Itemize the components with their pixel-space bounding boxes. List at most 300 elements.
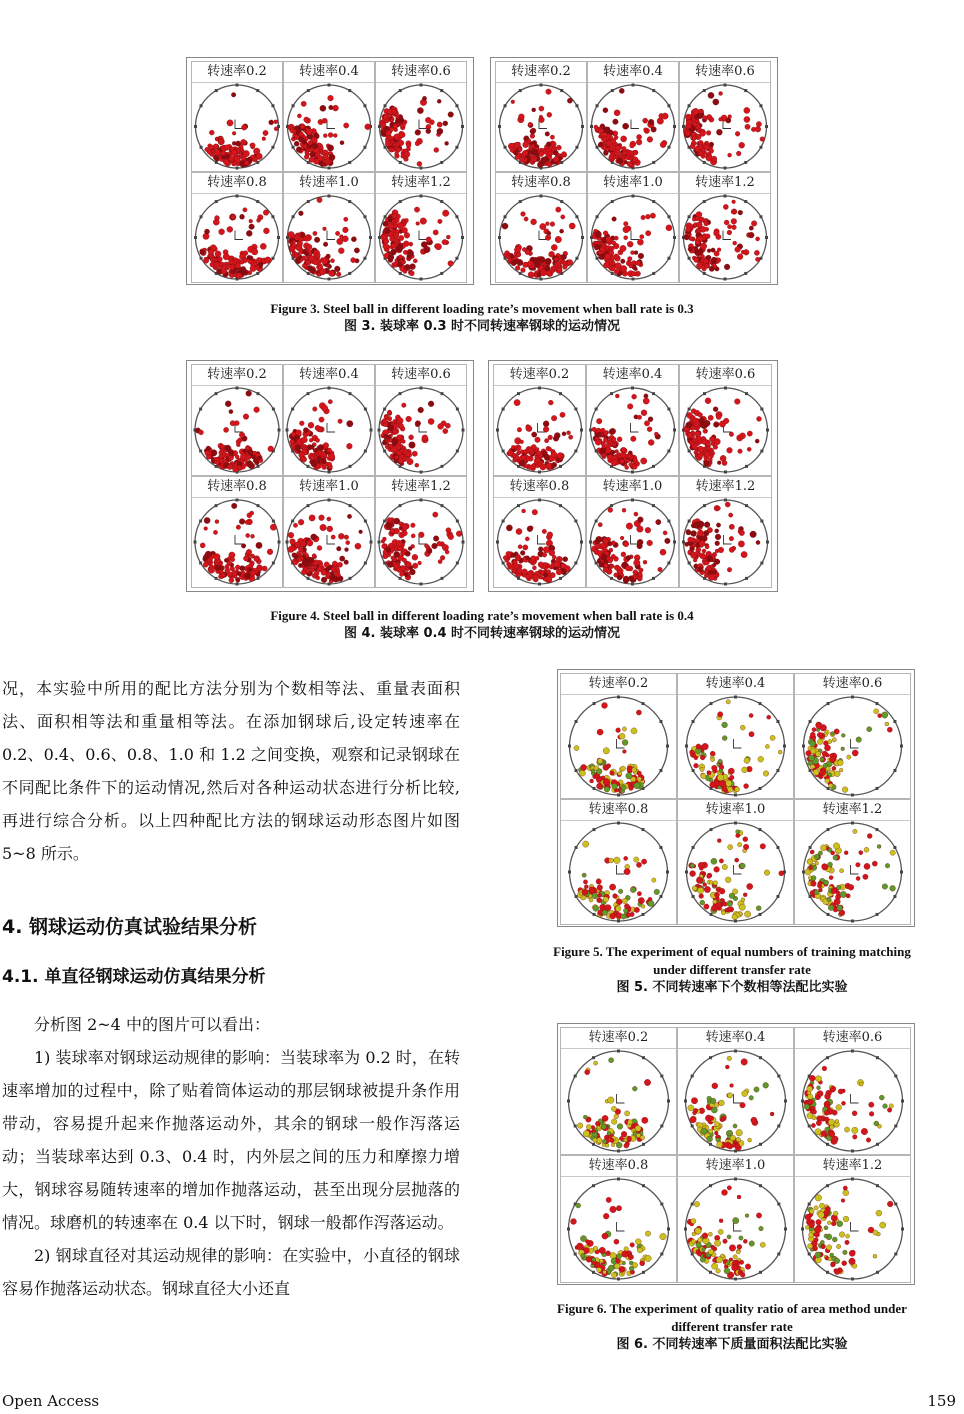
steel-ball [539, 151, 544, 156]
steel-ball [721, 1116, 726, 1121]
steel-ball [883, 1104, 888, 1109]
steel-ball [546, 142, 551, 147]
steel-ball [609, 429, 615, 435]
lifter-bar [900, 871, 903, 874]
steel-ball [687, 124, 692, 129]
steel-ball [445, 423, 450, 428]
steel-ball [203, 562, 208, 567]
steel-ball [698, 567, 703, 572]
lifter-bar [593, 787, 596, 790]
steel-ball [335, 231, 339, 235]
steel-ball [743, 1239, 747, 1243]
lifter-bar [760, 520, 763, 523]
steel-ball [401, 440, 405, 444]
lifter-bar [724, 583, 727, 586]
sim-cell [794, 799, 911, 925]
lifter-bar [581, 236, 584, 239]
steel-ball [745, 1214, 749, 1218]
steel-ball [835, 1119, 839, 1123]
steel-ball [839, 1232, 845, 1238]
lifter-bar [851, 822, 854, 825]
steel-ball [721, 911, 725, 915]
steel-ball [749, 1096, 754, 1101]
steel-ball [606, 448, 612, 454]
steel-ball [694, 421, 700, 427]
steel-ball [396, 540, 402, 546]
steel-ball [742, 1091, 748, 1097]
steel-ball [232, 141, 236, 145]
steel-ball [549, 550, 555, 556]
steel-ball [874, 709, 879, 714]
steel-ball [614, 1114, 619, 1119]
lifter-bar [808, 1203, 811, 1206]
steel-ball [224, 145, 230, 151]
lifter-bar [667, 1100, 670, 1103]
steel-ball [845, 1240, 850, 1245]
steel-ball [514, 399, 520, 405]
steel-ball [313, 565, 317, 569]
steel-ball [885, 722, 889, 726]
sim-cell [493, 476, 586, 588]
lifter-bar [759, 702, 762, 705]
mill-drum [570, 697, 668, 795]
steel-ball [344, 560, 349, 565]
steel-ball [432, 543, 438, 549]
steel-ball [595, 539, 599, 543]
lifter-bar [876, 1184, 879, 1187]
steel-ball [319, 515, 325, 521]
steel-ball [728, 768, 734, 774]
steel-ball [274, 127, 278, 131]
steel-ball [712, 563, 716, 567]
steel-ball [553, 436, 559, 442]
steel-ball [204, 517, 210, 523]
lifter-bar [901, 1228, 904, 1231]
lifter-bar [642, 1184, 645, 1187]
steel-ball [611, 262, 615, 266]
lifter-bar [307, 465, 310, 468]
steel-ball [537, 273, 541, 277]
lifter-bar [827, 828, 830, 831]
lifter-bar [673, 429, 676, 432]
steel-ball [227, 120, 233, 126]
steel-ball [214, 258, 218, 262]
lifter-bar [363, 104, 366, 107]
steel-ball [618, 771, 622, 775]
steel-ball [604, 253, 610, 259]
lifter-bar [688, 215, 691, 218]
lifter-bar [876, 913, 879, 916]
sim-cell [677, 1027, 794, 1155]
steel-ball [303, 561, 309, 567]
steel-ball [662, 113, 668, 119]
steel-ball [867, 727, 872, 732]
steel-ball [428, 418, 434, 424]
steel-ball [718, 712, 723, 717]
steel-ball [846, 1234, 850, 1238]
steel-ball [597, 885, 603, 891]
lifter-bar [667, 562, 670, 565]
steel-ball [582, 873, 586, 877]
lifter-bar [383, 408, 386, 411]
steel-ball [442, 239, 447, 244]
lifter-bar [574, 520, 577, 523]
drum-snapshot [284, 497, 374, 587]
steel-ball [603, 1213, 609, 1219]
steel-ball [215, 520, 219, 524]
steel-ball [723, 1239, 728, 1244]
drum-snapshot [795, 694, 910, 798]
steel-ball [736, 151, 741, 156]
steel-ball [652, 878, 656, 882]
steel-ball [705, 545, 709, 549]
steel-ball [725, 1065, 729, 1069]
steel-ball [778, 750, 782, 754]
steel-ball [739, 904, 745, 910]
lifter-bar [759, 146, 762, 149]
steel-ball [502, 223, 508, 229]
sim-cell [493, 364, 586, 476]
figure-4-left-panel [186, 360, 474, 592]
steel-ball [707, 249, 711, 253]
drum-snapshot [678, 1176, 793, 1282]
steel-ball [382, 441, 387, 446]
steel-ball [235, 565, 240, 570]
lifter-bar [307, 504, 310, 507]
steel-ball [297, 114, 301, 118]
steel-ball [624, 904, 629, 909]
lifter-bar [575, 215, 578, 218]
steel-ball [585, 1240, 589, 1244]
steel-ball [384, 119, 388, 123]
steel-ball [610, 913, 616, 919]
steel-ball [699, 151, 704, 156]
lifter-bar [504, 104, 507, 107]
steel-ball [511, 260, 517, 266]
steel-ball [240, 453, 247, 460]
steel-ball [397, 451, 402, 456]
figure-6-caption-en-line2: different transfer rate [671, 1319, 793, 1334]
steel-ball [732, 1265, 738, 1271]
steel-ball [634, 857, 639, 862]
steel-ball [601, 1124, 606, 1129]
steel-ball [813, 769, 819, 775]
lifter-bar [851, 794, 854, 797]
steel-ball [840, 891, 846, 897]
steel-ball [837, 905, 843, 911]
steel-ball [647, 540, 653, 546]
lifter-bar [574, 1125, 577, 1128]
steel-ball [257, 456, 261, 460]
steel-ball [411, 523, 416, 528]
steel-ball [219, 229, 225, 235]
lifter-bar [710, 828, 713, 831]
lifter-bar [703, 161, 706, 164]
rotation-rate-label: 转速率0.2 [192, 62, 282, 83]
steel-ball [395, 119, 401, 125]
steel-ball [749, 1241, 755, 1247]
lifter-bar [632, 195, 635, 198]
steel-ball [599, 255, 604, 260]
steel-ball [230, 421, 235, 426]
sim-cell [375, 61, 467, 172]
steel-ball [407, 458, 413, 464]
steel-ball [412, 563, 418, 569]
steel-ball [756, 121, 761, 126]
steel-ball [344, 217, 348, 221]
steel-ball [396, 115, 400, 119]
steel-ball [359, 530, 363, 534]
steel-ball [728, 1144, 733, 1149]
steel-ball [531, 219, 537, 225]
steel-ball [561, 152, 566, 157]
lifter-bar [776, 895, 779, 898]
lifter-bar [399, 272, 402, 275]
sim-cell [375, 476, 467, 588]
steel-ball [438, 560, 442, 564]
steel-ball [516, 554, 520, 558]
steel-ball [560, 412, 565, 417]
steel-ball [628, 1254, 633, 1259]
steel-ball [742, 767, 748, 773]
drum-snapshot [376, 193, 466, 282]
steel-ball [686, 530, 691, 535]
steel-ball [224, 427, 229, 432]
steel-ball [547, 112, 552, 117]
steel-ball [544, 439, 548, 443]
lifter-bar [575, 104, 578, 107]
lifter-bar [703, 392, 706, 395]
steel-ball [622, 727, 626, 731]
steel-ball [589, 887, 595, 893]
steel-ball [595, 231, 602, 238]
steel-ball [641, 458, 647, 464]
steel-ball [301, 437, 307, 443]
steel-ball [418, 407, 424, 413]
sim-cell [560, 1155, 677, 1283]
sim-cell [375, 172, 467, 283]
steel-ball [246, 533, 250, 537]
steel-ball [692, 886, 697, 891]
steel-ball [735, 131, 740, 136]
steel-ball [538, 562, 544, 568]
lifter-bar [200, 215, 203, 218]
steel-ball [557, 453, 563, 459]
sim-cell [283, 476, 375, 588]
steel-ball [690, 871, 696, 877]
steel-ball [844, 1127, 849, 1132]
steel-ball [631, 271, 636, 276]
lifter-bar [456, 562, 459, 565]
steel-ball [333, 105, 339, 111]
steel-ball [597, 1267, 602, 1272]
steel-ball [699, 417, 704, 422]
steel-ball [748, 1138, 752, 1142]
lifter-bar [575, 720, 578, 723]
lifter-bar [504, 146, 507, 149]
steel-ball [743, 893, 747, 897]
steel-ball [710, 454, 714, 458]
steel-ball [528, 272, 534, 278]
steel-ball [265, 257, 272, 264]
steel-ball [448, 261, 454, 267]
lifter-bar [440, 161, 443, 164]
steel-ball [691, 441, 695, 445]
lifter-bar [328, 278, 331, 281]
rotation-rate-label: 转速率1.0 [587, 477, 678, 498]
steel-ball [347, 514, 351, 518]
steel-ball [295, 254, 299, 258]
steel-ball [510, 254, 514, 258]
steel-ball [608, 440, 612, 444]
drum-snapshot [284, 82, 374, 171]
lifter-bar [348, 272, 351, 275]
lifter-bar [575, 146, 578, 149]
lifter-bar [692, 846, 695, 849]
steel-ball [577, 1123, 583, 1129]
steel-ball [433, 536, 439, 542]
steel-ball [630, 887, 636, 893]
figure-6-caption-en-line1: Figure 6. The experiment of quality ratio of area method under [557, 1301, 907, 1316]
steel-ball [736, 833, 740, 837]
lifter-bar [256, 200, 259, 203]
steel-ball [336, 577, 341, 582]
steel-ball [403, 456, 407, 460]
steel-ball [233, 162, 237, 166]
steel-ball [687, 412, 693, 418]
lifter-bar [462, 429, 465, 432]
sim-cell [679, 61, 771, 172]
lifter-bar [574, 562, 577, 565]
lifter-bar [652, 392, 655, 395]
steel-ball [755, 126, 761, 132]
lifter-bar [567, 1100, 570, 1103]
steel-ball [809, 1075, 815, 1081]
steel-ball [713, 881, 718, 886]
steel-ball [732, 889, 737, 894]
axis-marker [235, 535, 243, 544]
steel-ball [412, 451, 417, 456]
lifter-bar [538, 583, 541, 586]
steel-ball [743, 249, 749, 255]
lifter-bar [384, 215, 387, 218]
steel-ball [686, 422, 692, 428]
steel-ball [837, 1221, 843, 1227]
lifter-bar [502, 562, 505, 565]
steel-ball [713, 445, 718, 450]
steel-ball [626, 555, 631, 560]
steel-ball [700, 755, 705, 760]
steel-ball [408, 547, 412, 551]
mill-drum [804, 823, 902, 921]
steel-ball [755, 257, 759, 261]
steel-ball [296, 430, 302, 436]
steel-ball [406, 143, 411, 148]
steel-ball [327, 462, 331, 466]
lifter-bar [826, 1271, 829, 1274]
steel-ball [714, 1131, 718, 1135]
steel-ball [882, 712, 888, 718]
lifter-bar [682, 541, 685, 544]
lifter-bar [876, 1271, 879, 1274]
steel-ball [694, 257, 699, 262]
steel-ball [816, 1219, 822, 1225]
steel-ball [522, 569, 528, 575]
steel-ball [609, 884, 615, 890]
steel-ball [744, 116, 750, 122]
paragraph-loading-rate: 1) 装球率对钢球运动规律的影响：当装球率为 0.2 时，在转速率增加的过程中，除了贴着筒体运动的那层钢球被提升条作用带动，容易提升起来作抛落运动外，其余的钢球一般作泻落运动；当装球率达到 0.3、0.4 时，内外层之间的压力和摩擦力增大，钢球容易随转速率的增加作抛落运动，甚至出现分层抛落的情况。球磨机的转速率在 0.4 以下时，钢球一般都作泻落运动。 [2, 1048, 460, 1232]
lifter-bar [876, 1056, 879, 1059]
lifter-bar [502, 520, 505, 523]
steel-ball [260, 243, 266, 249]
steel-ball [708, 574, 714, 580]
steel-ball [295, 235, 301, 241]
steel-ball [428, 401, 434, 407]
steel-ball [295, 542, 301, 548]
axis-marker [327, 120, 335, 129]
lifter-bar [776, 720, 779, 723]
rotation-rate-label: 转速率0.8 [561, 800, 676, 821]
steel-ball [654, 889, 660, 895]
lifter-bar [659, 846, 662, 849]
steel-ball [340, 556, 345, 561]
steel-ball [293, 523, 297, 527]
lifter-bar [660, 1203, 663, 1206]
steel-ball [619, 1266, 625, 1272]
lifter-bar [517, 504, 520, 507]
drum-snapshot [680, 385, 771, 475]
lifter-bar [502, 408, 505, 411]
lifter-bar [383, 520, 386, 523]
drum-snapshot [494, 497, 585, 587]
lifter-bar [292, 104, 295, 107]
steel-ball [437, 99, 441, 103]
steel-ball [417, 161, 422, 166]
lifter-bar [659, 895, 662, 898]
steel-ball [409, 435, 414, 440]
steel-ball [660, 142, 666, 148]
steel-ball [225, 401, 231, 407]
steel-ball [227, 464, 232, 469]
steel-ball [593, 1246, 598, 1251]
paragraph-ball-diameter: 2) 钢球直径对其运动规律的影响：在实验中，小直径的钢球容易作抛落运动状态。钢球直径大小还直 [2, 1246, 460, 1298]
lifter-bar [851, 920, 854, 923]
figure-5-caption [500, 943, 964, 997]
lifter-bar [667, 104, 670, 107]
steel-ball [602, 703, 608, 709]
steel-ball [730, 1084, 734, 1088]
steel-ball [814, 854, 819, 859]
steel-ball [602, 1115, 608, 1121]
steel-ball [810, 741, 816, 747]
steel-ball [695, 216, 699, 220]
steel-ball [739, 530, 745, 536]
rotation-rate-label: 转速率1.2 [376, 173, 466, 194]
steel-ball [713, 422, 719, 428]
steel-ball [641, 215, 646, 220]
steel-ball [576, 1203, 581, 1208]
steel-ball [215, 251, 221, 257]
page-number: 159 [927, 1392, 956, 1410]
steel-ball [597, 432, 602, 437]
figure-5-panel [557, 669, 915, 927]
steel-ball [426, 237, 431, 242]
figure-5-caption-zh: 图 5. 不同转速率下个数相等法配比实验 [616, 980, 848, 995]
steel-ball [814, 1206, 818, 1210]
lifter-bar [540, 195, 543, 198]
steel-ball [314, 448, 318, 452]
steel-ball [331, 535, 335, 539]
